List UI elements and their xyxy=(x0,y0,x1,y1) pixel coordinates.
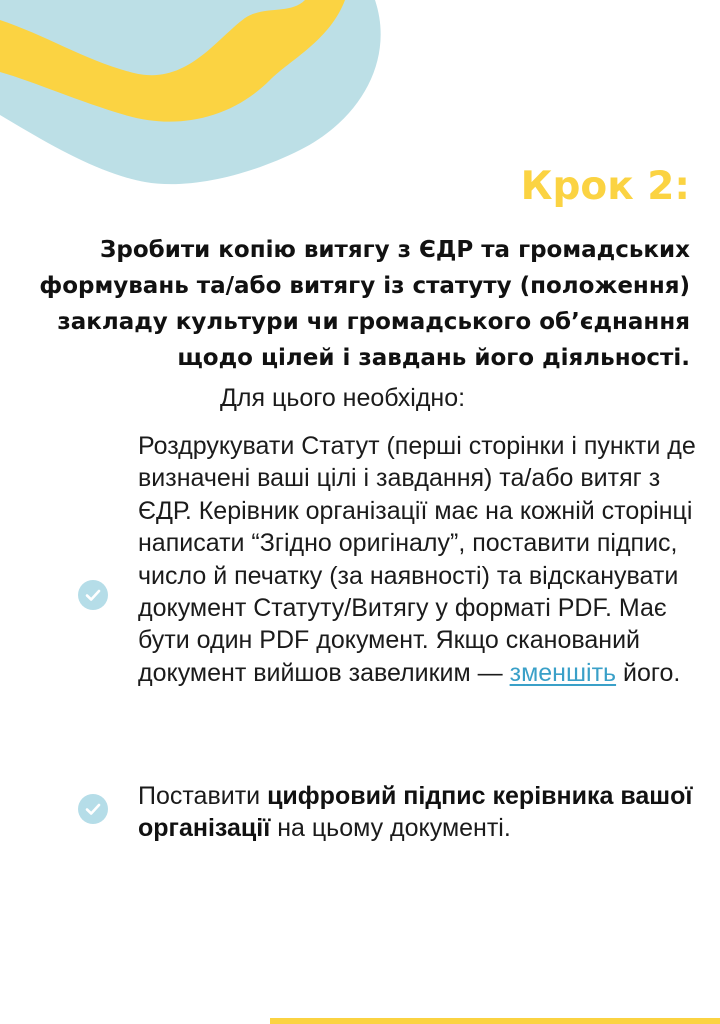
step-title: Крок 2: xyxy=(520,164,690,209)
reduce-link[interactable]: зменшіть xyxy=(509,658,617,687)
check-circle-icon xyxy=(78,580,108,610)
instruction-heading xyxy=(10,232,690,376)
heading-line: щодо цілей і завдань його діяльності. xyxy=(177,345,690,371)
heading-line: Зробити копію витягу з ЄДР та громадських xyxy=(100,237,690,263)
bold-text: цифровий підпис керівника вашої організації xyxy=(138,782,693,843)
heading-line: закладу культури чи громадського об’єднання xyxy=(57,309,690,335)
check-circle-icon xyxy=(78,794,108,824)
heading-line: формувань та/або витягу із статуту (положення) xyxy=(39,273,690,299)
list-item-text: Роздрукувати Статут (перші сторінки і пункти де визначені ваші цілі і завдання) та/або витяг з ЄДР. Керівник організації має на кожній сторінці написати “Згідно оригіналу”, поставити підпис, число й печатку (за наявності) та відсканувати документ Статуту/Витягу у форматі PDF. Має бути один PDF документ. Якщо сканований документ вийшов завеликим — зменшіть його. xyxy=(138,432,696,687)
intro-text: Для цього необхідно: xyxy=(220,384,466,412)
list-item-text: Поставити цифровий підпис керівника вашої організації на цьому документі. xyxy=(138,782,693,843)
